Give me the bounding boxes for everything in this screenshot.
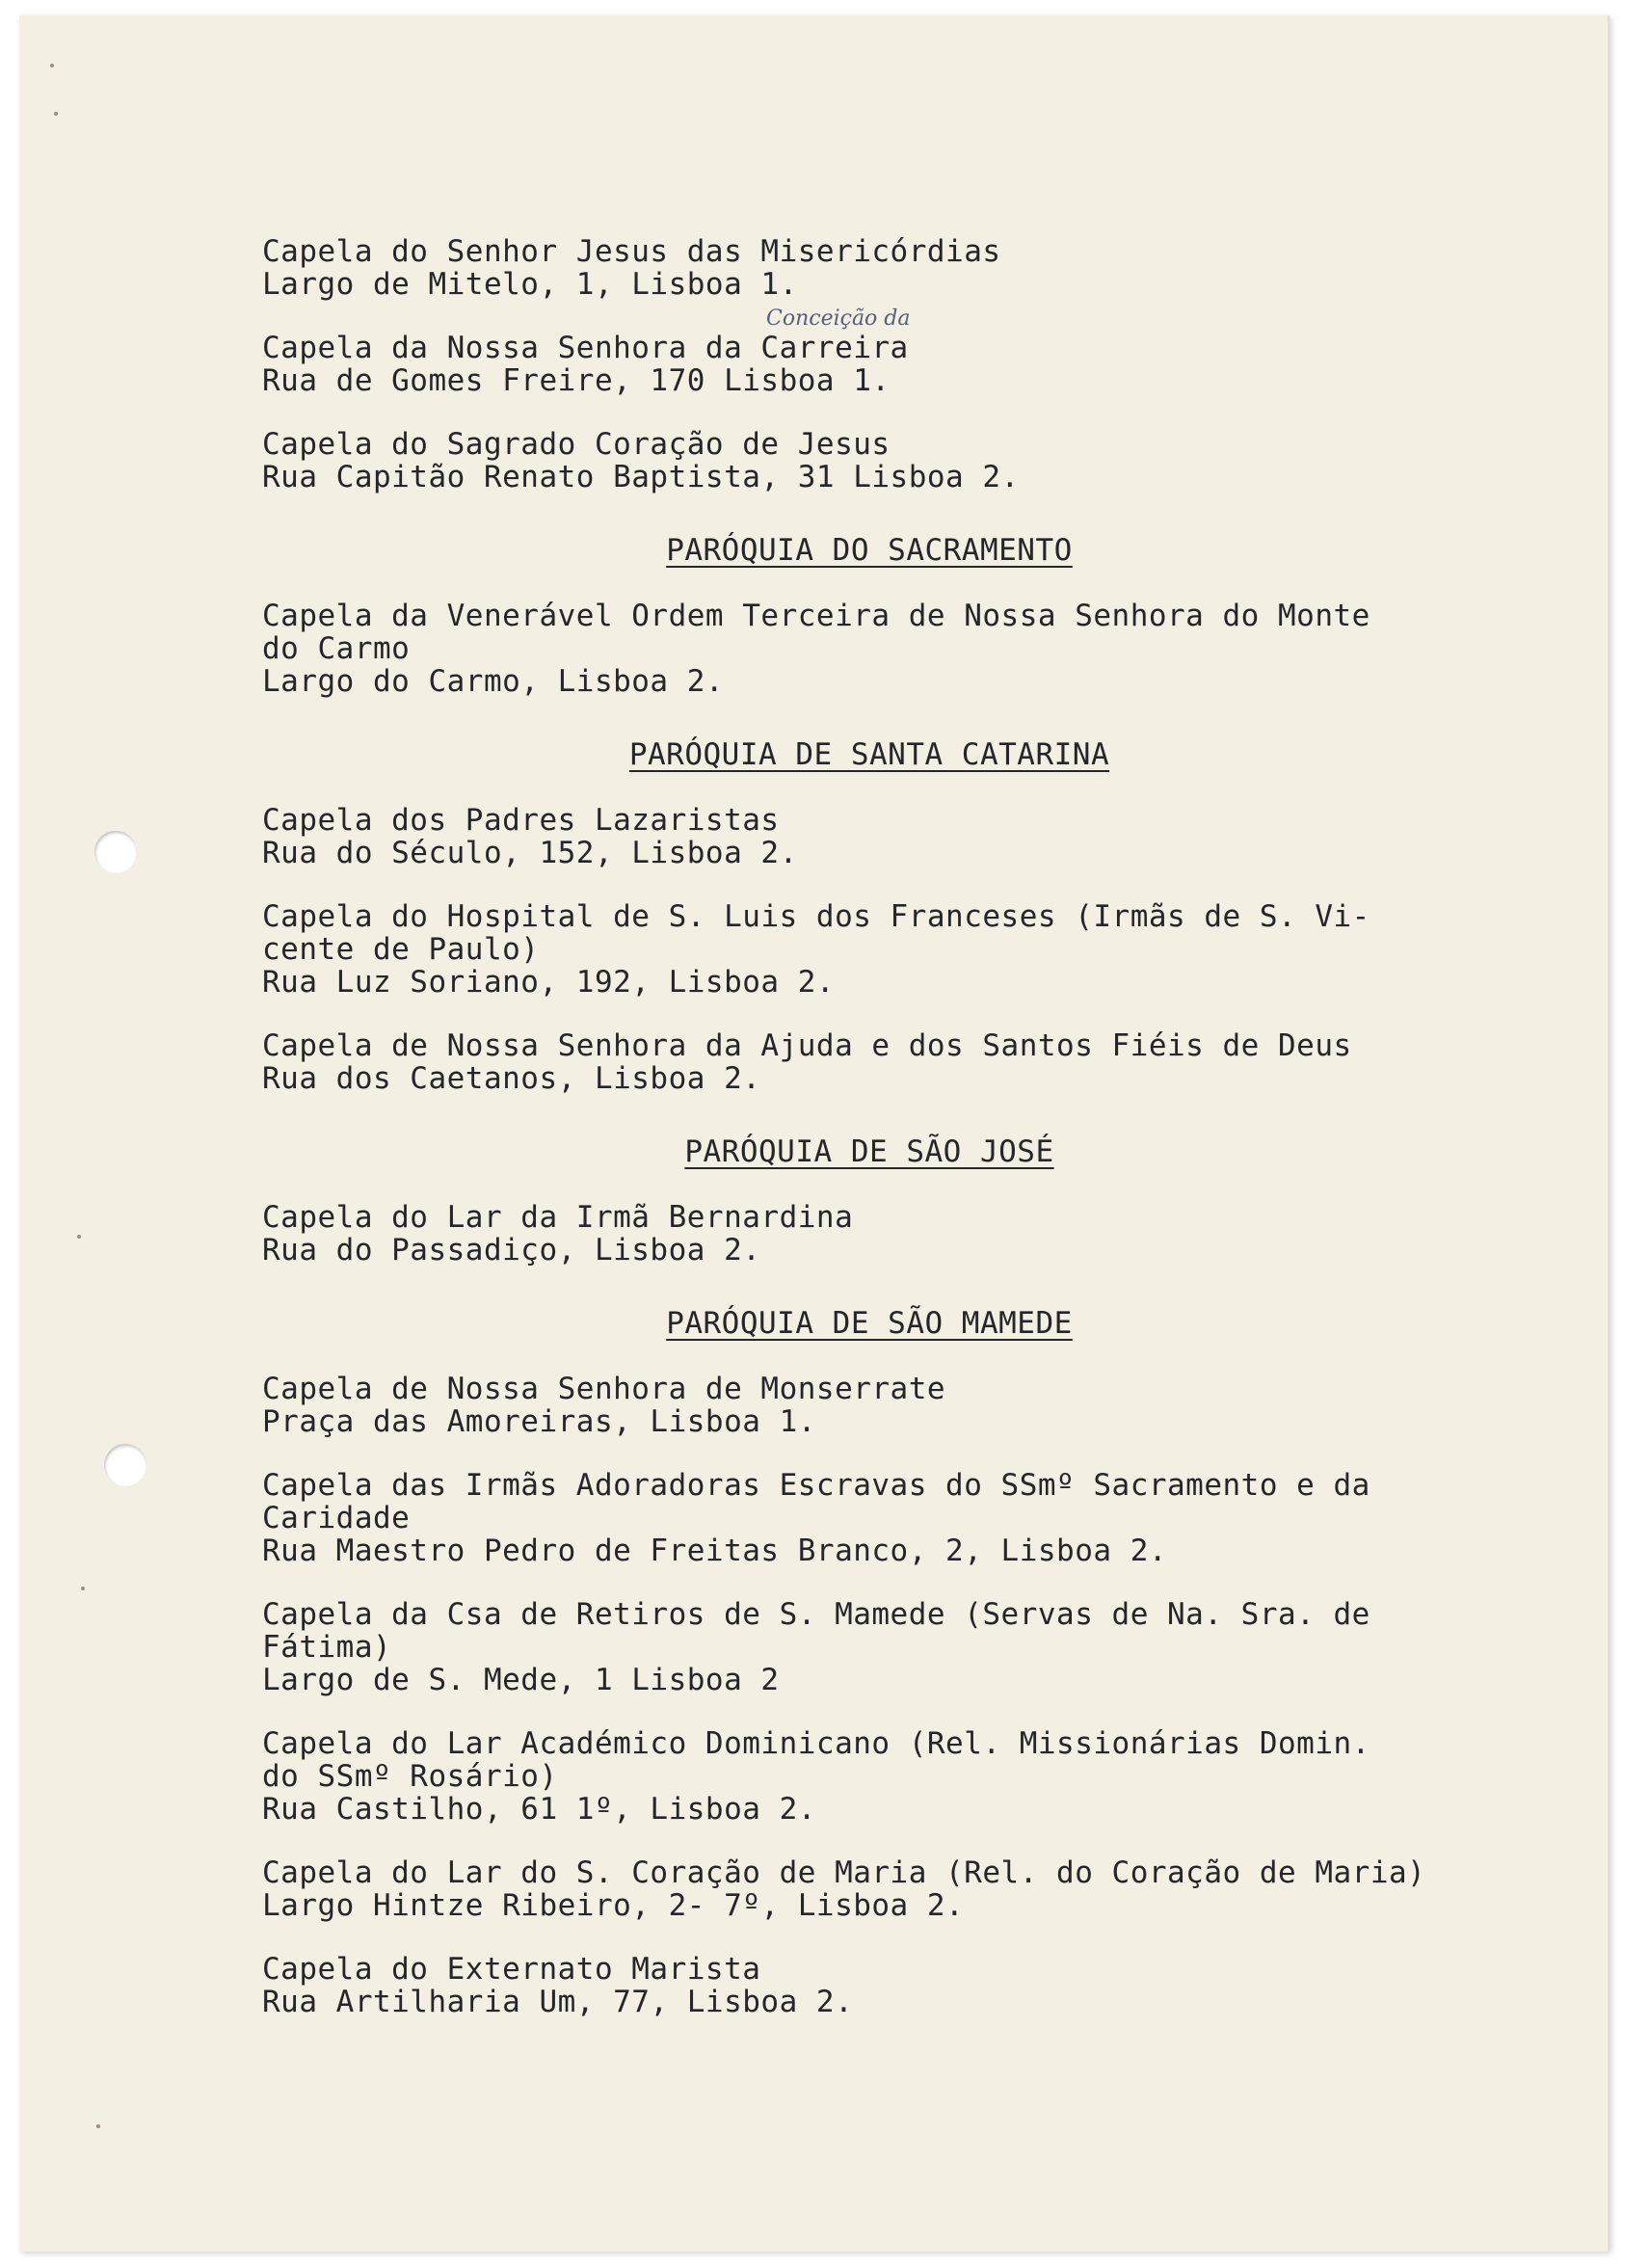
chapel-name-line: cente de Paulo) bbox=[262, 932, 540, 967]
chapel-entry bbox=[262, 428, 1476, 494]
chapel-address: Largo Hintze Ribeiro, 2- 7º, Lisboa 2. bbox=[262, 1888, 965, 1923]
punch-hole-bottom bbox=[104, 1444, 146, 1486]
parish-heading-text: PARÓQUIA DE SÃO JOSÉ bbox=[684, 1134, 1054, 1169]
chapel-address: Rua Artilharia Um, 77, Lisboa 2. bbox=[262, 1985, 854, 2019]
handwritten-annotation: Conceição da bbox=[766, 307, 911, 331]
parish-section bbox=[262, 1135, 1476, 1267]
chapel-name-line: Capela do Lar da Irmã Bernardina bbox=[262, 1200, 854, 1235]
chapel-entry bbox=[262, 900, 1476, 999]
paper-speck bbox=[77, 1235, 81, 1239]
chapel-entry bbox=[262, 1373, 1476, 1438]
document-body bbox=[262, 235, 1476, 2049]
chapel-name-line: Capela do Sagrado Coração de Jesus bbox=[262, 427, 891, 462]
chapel-name-line: Capela de Nossa Senhora de Monserrate bbox=[262, 1372, 946, 1406]
chapel-name-line: Capela do Lar Académico Dominicano (Rel. Missionárias Domin. bbox=[262, 1726, 1370, 1761]
chapel-entry bbox=[262, 235, 1476, 301]
chapel-name-line: Fátima) bbox=[262, 1630, 392, 1665]
chapel-name-line: Capela do Externato Marista bbox=[262, 1952, 761, 1987]
chapel-name-line: Capela do Lar do S. Coração de Maria (Rel. do Coração de Maria) bbox=[262, 1855, 1426, 1890]
chapel-address: Rua do Século, 152, Lisboa 2. bbox=[262, 836, 798, 870]
parish-section bbox=[262, 738, 1476, 1095]
chapel-address: Rua do Passadiço, Lisboa 2. bbox=[262, 1233, 761, 1267]
chapel-entry bbox=[262, 332, 1476, 397]
chapel-address: Rua Luz Soriano, 192, Lisboa 2. bbox=[262, 965, 836, 1000]
chapel-name-line: Capela da Csa de Retiros de S. Mamede (Servas de Na. Sra. de bbox=[262, 1597, 1370, 1632]
chapel-address: Rua de Gomes Freire, 170 Lisboa 1. bbox=[262, 363, 891, 398]
chapel-entry bbox=[262, 1953, 1476, 2018]
parish-heading-text: PARÓQUIA DE SÃO MAMEDE bbox=[666, 1306, 1073, 1341]
document-page bbox=[19, 15, 1609, 2252]
chapel-address: Rua Capitão Renato Baptista, 31 Lisboa 2. bbox=[262, 460, 1020, 494]
chapel-name-line: Capela das Irmãs Adoradoras Escravas do SSmº Sacramento e da bbox=[262, 1468, 1370, 1503]
chapel-entry bbox=[262, 1469, 1476, 1567]
chapel-entry bbox=[262, 1856, 1476, 1922]
chapel-name-line: Capela da Nossa Senhora da Carreira bbox=[262, 331, 909, 365]
chapel-address: Praça das Amoreiras, Lisboa 1. bbox=[262, 1404, 816, 1439]
chapel-address: Rua Castilho, 61 1º, Lisboa 2. bbox=[262, 1792, 816, 1827]
parish-heading-text: PARÓQUIA DO SACRAMENTO bbox=[666, 533, 1073, 568]
chapel-name-line: Capela da Venerável Ordem Terceira de Nossa Senhora do Monte bbox=[262, 599, 1370, 633]
parish-heading bbox=[262, 1135, 1476, 1168]
chapel-name-line: do Carmo bbox=[262, 631, 411, 666]
chapel-entry bbox=[262, 1029, 1476, 1095]
paper-speck bbox=[50, 64, 54, 67]
parish-heading bbox=[262, 534, 1476, 567]
chapel-name-line: Capela do Hospital de S. Luis dos Franceses (Irmãs de S. Vi- bbox=[262, 899, 1370, 934]
parish-heading bbox=[262, 1307, 1476, 1340]
chapel-address: Largo de Mitelo, 1, Lisboa 1. bbox=[262, 267, 798, 302]
chapel-name-line: Capela dos Padres Lazaristas bbox=[262, 803, 780, 838]
chapel-entry bbox=[262, 1201, 1476, 1267]
paper-speck bbox=[54, 112, 58, 116]
chapel-name-line: do SSmº Rosário) bbox=[262, 1759, 558, 1794]
chapel-name-line: Capela do Senhor Jesus das Misericórdias bbox=[262, 234, 1001, 269]
parish-section bbox=[262, 1307, 1476, 2018]
paper-speck bbox=[96, 2124, 100, 2128]
chapel-name-line: Capela de Nossa Senhora da Ajuda e dos Santos Fiéis de Deus bbox=[262, 1028, 1352, 1063]
chapel-entry bbox=[262, 804, 1476, 869]
chapel-address: Largo de S. Mede, 1 Lisboa 2 bbox=[262, 1663, 780, 1697]
chapel-name-line: Caridade bbox=[262, 1501, 411, 1535]
chapel-address: Rua dos Caetanos, Lisboa 2. bbox=[262, 1061, 761, 1096]
punch-hole-top bbox=[94, 831, 137, 873]
chapel-entry bbox=[262, 1598, 1476, 1696]
chapel-entry bbox=[262, 600, 1476, 698]
parish-heading bbox=[262, 738, 1476, 771]
chapel-address: Rua Maestro Pedro de Freitas Branco, 2, Lisboa 2. bbox=[262, 1534, 1168, 1568]
chapel-entry bbox=[262, 1727, 1476, 1826]
parish-section bbox=[262, 534, 1476, 698]
paper-speck bbox=[81, 1587, 85, 1590]
parish-section bbox=[262, 235, 1476, 494]
chapel-address: Largo do Carmo, Lisboa 2. bbox=[262, 664, 725, 699]
parish-heading-text: PARÓQUIA DE SANTA CATARINA bbox=[628, 737, 1110, 772]
